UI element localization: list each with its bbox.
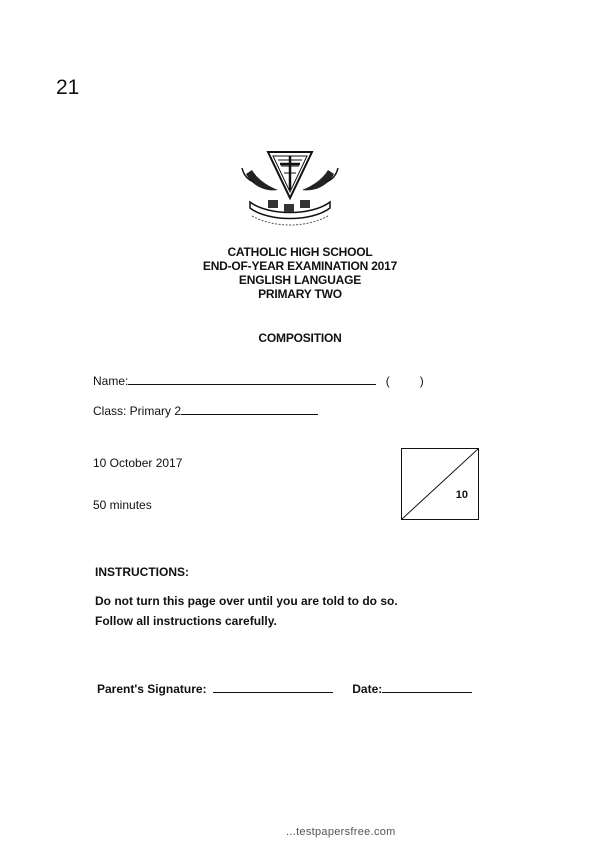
class-field-row: [93, 403, 318, 418]
score-box: [401, 448, 479, 520]
instruction-line-1: Do not turn this page over until you are told to do so.: [95, 594, 398, 608]
exam-title: END-OF-YEAR EXAMINATION 2017: [202, 259, 398, 273]
subject-title: ENGLISH LANGUAGE: [238, 273, 362, 287]
class-label: Class: Primary 2: [93, 404, 182, 418]
paper-title: COMPOSITION: [258, 331, 342, 345]
school-crest-logo: [238, 146, 342, 228]
parent-signature-label: Parent's Signature:: [97, 682, 207, 696]
instruction-line-2: Follow all instructions carefully.: [95, 614, 277, 628]
signature-date-line[interactable]: [382, 681, 472, 693]
score-max: 10: [455, 489, 468, 501]
footer-watermark: ...testpapersfree.com: [286, 826, 396, 838]
signature-row: [97, 681, 472, 696]
name-field-row: [93, 373, 424, 388]
signature-date-label: Date:: [352, 682, 383, 696]
exam-date: 10 October 2017: [93, 456, 183, 470]
class-input-line[interactable]: [181, 403, 318, 415]
instructions-heading: INSTRUCTIONS:: [95, 565, 189, 579]
score-box-diagonal: [402, 449, 478, 519]
school-name: CATHOLIC HIGH SCHOOL: [227, 245, 373, 259]
name-label: Name:: [93, 374, 129, 388]
name-input-line[interactable]: [128, 373, 376, 385]
parent-signature-line[interactable]: [213, 681, 333, 693]
level-title: PRIMARY TWO: [258, 287, 342, 301]
page-number: 21: [56, 76, 80, 99]
index-close-bracket: ): [419, 374, 424, 388]
index-open-bracket: (: [385, 374, 390, 388]
exam-duration: 50 minutes: [93, 498, 152, 512]
